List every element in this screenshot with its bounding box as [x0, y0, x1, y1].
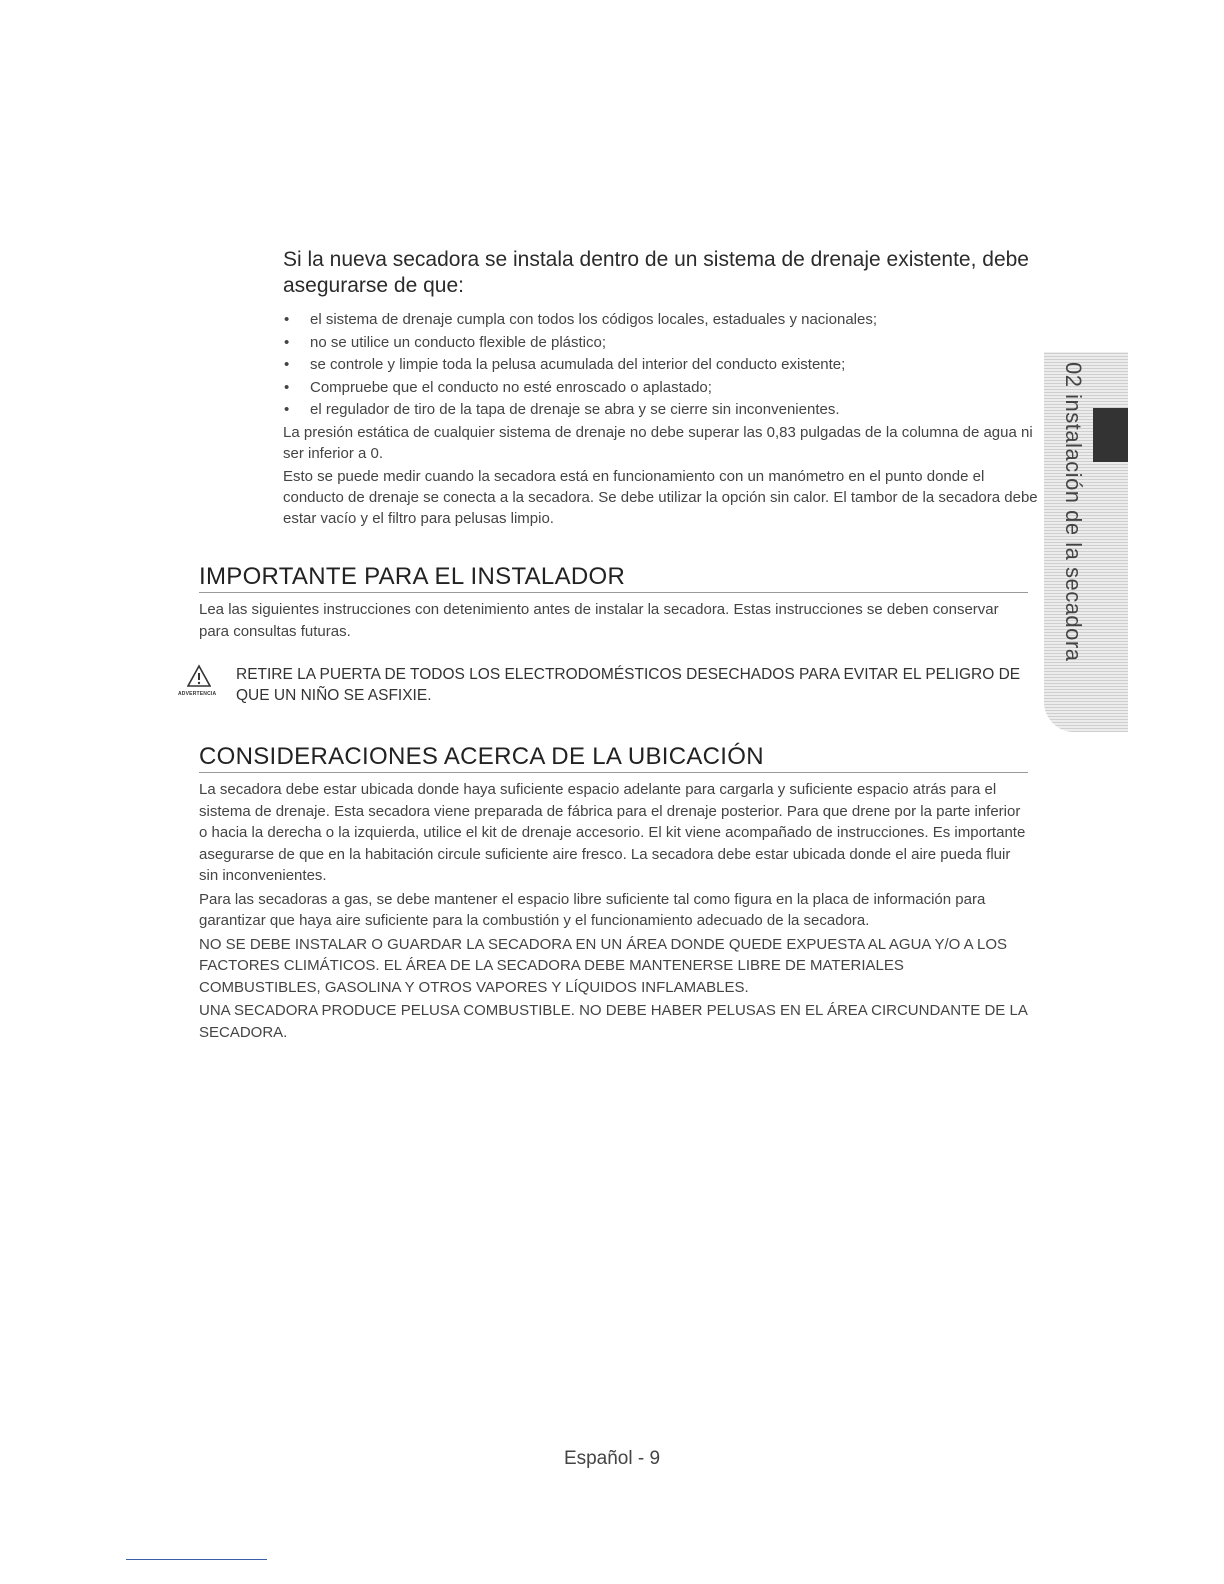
page-number: Español - 9 — [563, 1448, 661, 1469]
lint-paragraph: UNA SECADORA PRODUCE PELUSA COMBUSTIBLE. NO DEBE HABER PELUSAS EN EL ÁREA CIRCUNDANTE DE LA SECADORA. — [199, 1002, 1028, 1041]
warning-text: RETIRE LA PUERTA DE TODOS LOS ELECTRODOMÉSTICOS DESECHADOS PARA EVITAR EL PELIGRO DE QUE UN NIÑO SE ASFIXIE. — [236, 666, 1021, 704]
footer-divider — [126, 1559, 267, 1560]
requirements-list — [283, 309, 1043, 422]
intro-block — [283, 247, 1043, 529]
location-paragraph: La secadora debe estar ubicada donde haya suficiente espacio adelante para cargarla y suficiente espacio atrás para el sistema de drenaje. Esta secadora viene preparada de fábrica para el drenaje posterior. Para que drene por la parte inferior o hacia la derecha o la izquierda, utilice el kit de drenaje accesorio. El kit viene acompañado de instrucciones. Es importante asegurarse de que en la habitación circule suficiente aire fresco. La secadora debe estar ubicada donde el aire pueda fluir sin inconvenientes. — [199, 781, 1026, 884]
location-section — [199, 742, 1028, 1043]
list-item-text: el sistema de drenaje cumpla con todos los códigos locales, estaduales y nacionales; — [310, 311, 877, 328]
chapter-indicator-bar — [1093, 408, 1128, 462]
list-item — [283, 332, 1043, 355]
installer-section — [199, 562, 1028, 642]
list-item — [283, 399, 1043, 422]
location-section-body — [199, 779, 1028, 1043]
bullet-icon: • — [284, 356, 290, 373]
measurement-paragraph: Esto se puede medir cuando la secadora está en funcionamiento con un manómetro en el punto donde el conducto de drenaje se conecta a la secadora. Se debe utilizar la opción sin calor. El tambor de la secadora debe estar vacío y el filtro para pelusas limpio. — [283, 467, 1038, 527]
location-section-title: CONSIDERACIONES ACERCA DE LA UBICACIÓN — [199, 742, 1028, 773]
list-item — [283, 309, 1043, 332]
list-item-text: se controle y limpie toda la pelusa acumulada del interior del conducto existente; — [310, 356, 846, 373]
bullet-icon: • — [284, 311, 290, 328]
bullet-icon: • — [284, 401, 290, 418]
list-item-text: no se utilice un conducto flexible de plástico; — [310, 333, 607, 351]
warning-icon — [178, 664, 217, 700]
caution-paragraph: NO SE DEBE INSTALAR O GUARDAR LA SECADORA EN UN ÁREA DONDE QUEDE EXPUESTA AL AGUA Y/O A LOS FACTORES CLIMÁTICOS. EL ÁREA DE LA SECADORA DEBE MANTENERSE LIBRE DE MATERIALES COMBUSTIBLES, GASOLINA Y OTROS VAPORES Y LÍQUIDOS INFLAMABLES. — [199, 935, 1008, 996]
gas-dryer-paragraph: Para las secadoras a gas, se debe mantener el espacio libre suficiente tal como figura en la placa de información para garantizar que haya aire suficiente para la combustión y el funcionamiento adecuado de la secadora. — [199, 890, 986, 929]
intro-heading: Si la nueva secadora se instala dentro de un sistema de drenaje existente, debe asegurarse de que: — [283, 248, 1029, 297]
bullet-icon: • — [284, 378, 290, 396]
list-item-text: Compruebe que el conducto no esté enroscado o aplastado; — [310, 378, 712, 396]
bullet-icon: • — [284, 333, 290, 351]
list-item-text: el regulador de tiro de la tapa de drenaje se abra y se cierre sin inconvenientes. — [310, 401, 840, 418]
chapter-side-tab-label: 02 instalación de la secadora — [1061, 362, 1086, 662]
static-pressure-paragraph: La presión estática de cualquier sistema de drenaje no debe superar las 0,83 pulgadas de la columna de agua ni ser inferior a 0. — [283, 423, 1033, 462]
installer-paragraph: Lea las siguientes instrucciones con detenimiento antes de instalar la secadora. Estas instrucciones se deben conservar para consultas futuras. — [199, 601, 999, 640]
list-item — [283, 377, 1043, 400]
installer-section-body — [199, 599, 1028, 642]
warning-label: ADVERTENCIA — [178, 691, 217, 697]
installer-section-title: IMPORTANTE PARA EL INSTALADOR — [199, 562, 1028, 593]
list-item — [283, 354, 1043, 377]
